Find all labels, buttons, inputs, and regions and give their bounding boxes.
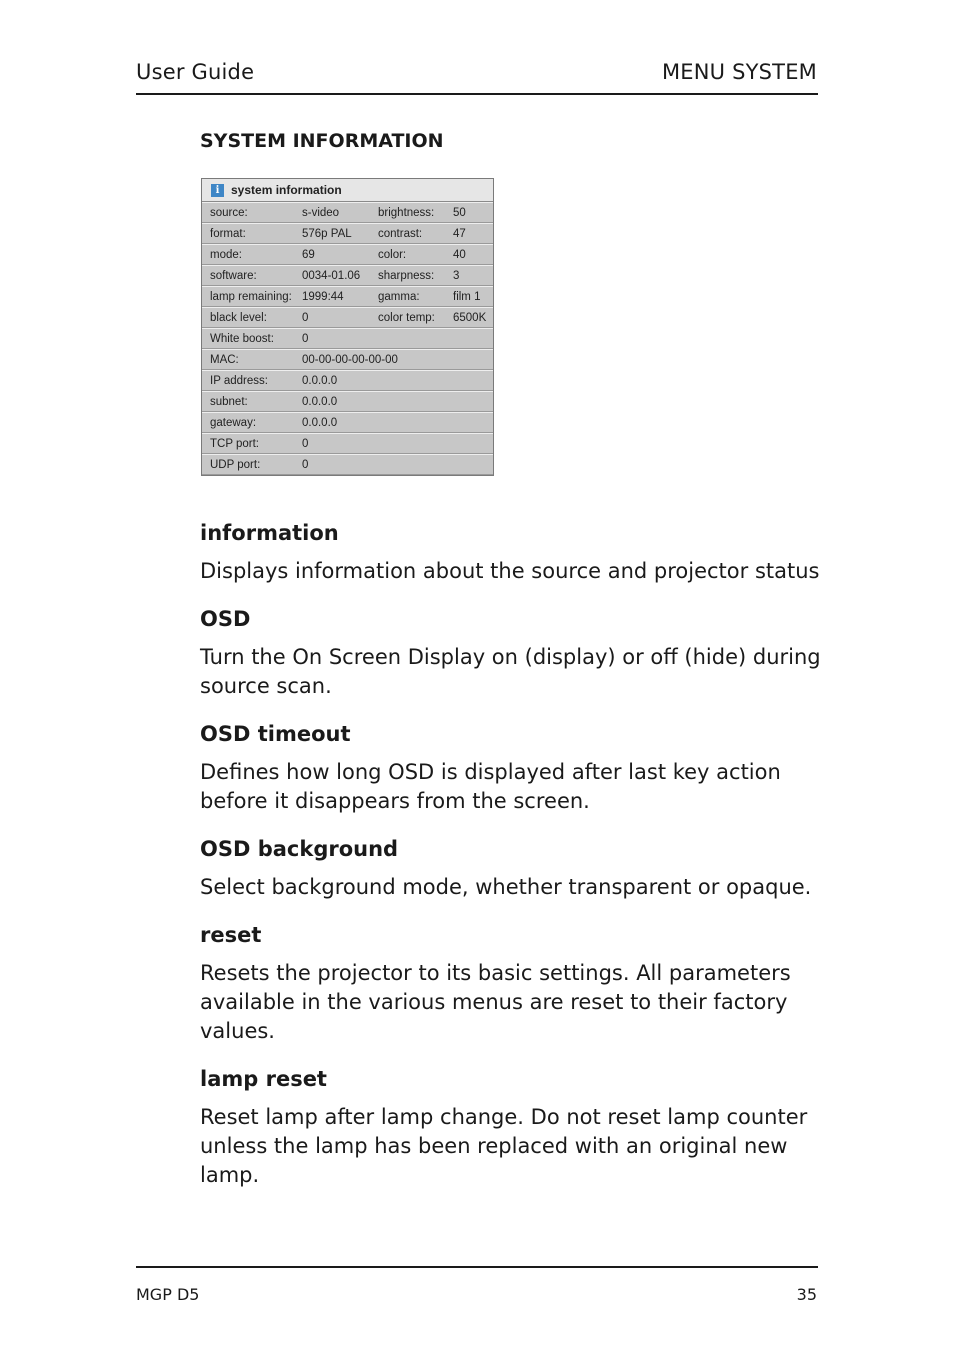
section-heading: reset	[200, 923, 262, 947]
info-value: 0.0.0.0	[302, 417, 338, 429]
panel-title: system information	[231, 183, 342, 197]
info-value: s-video	[302, 207, 340, 219]
section-heading: OSD timeout	[200, 722, 351, 746]
info-label: color:	[378, 249, 407, 261]
section-heading: lamp reset	[200, 1067, 327, 1091]
info-value: 00-00-00-00-00-00	[302, 354, 398, 366]
info-label: TCP port:	[210, 438, 259, 450]
info-row	[202, 370, 493, 391]
section-text: Displays information about the source and projector status	[200, 559, 820, 583]
info-row	[202, 391, 493, 412]
info-value: 50	[453, 207, 466, 219]
info-icon: i	[211, 184, 224, 197]
panel-header	[202, 179, 493, 202]
content-sections	[200, 518, 830, 1208]
section-text: Turn the On Screen Display on (display) or off (hide) during source scan.	[200, 645, 821, 698]
info-row	[202, 286, 493, 307]
info-label: subnet:	[210, 396, 248, 408]
section-heading: OSD background	[200, 837, 399, 861]
info-value: 0	[302, 312, 309, 324]
info-value: 0034-01.06	[302, 270, 361, 282]
info-value: 3	[453, 270, 460, 282]
info-label: gateway:	[210, 417, 257, 429]
info-value: 576p PAL	[302, 228, 352, 240]
info-label: gamma:	[378, 291, 420, 303]
info-label: color temp:	[378, 312, 435, 324]
section-text: Defines how long OSD is displayed after last key action before it disappears from the screen.	[200, 760, 781, 813]
info-label: White boost:	[210, 333, 274, 345]
header-divider	[136, 93, 818, 95]
info-value: 0	[302, 438, 309, 450]
info-label: lamp remaining:	[210, 291, 292, 303]
info-label: UDP port:	[210, 459, 261, 471]
section-text: Resets the projector to its basic settings. All parameters available in the various menus are reset to their factory values.	[200, 961, 791, 1043]
info-row	[202, 244, 493, 265]
info-label: mode:	[210, 249, 242, 261]
info-label: source:	[210, 207, 248, 219]
section-text: Reset lamp after lamp change. Do not reset lamp counter unless the lamp has been replaced with an original new lamp.	[200, 1105, 808, 1187]
info-label: IP address:	[210, 375, 268, 387]
footer-product: MGP D5	[136, 1285, 200, 1304]
info-row	[202, 433, 493, 454]
info-label: brightness:	[378, 207, 435, 219]
info-row	[202, 328, 493, 349]
section-text: Select background mode, whether transparent or opaque.	[200, 875, 812, 899]
info-row	[202, 307, 493, 328]
info-label: sharpness:	[378, 270, 435, 282]
header-doc-title: User Guide	[136, 60, 255, 84]
info-value: 0.0.0.0	[302, 375, 338, 387]
page-number: 35	[796, 1285, 817, 1304]
panel-rows	[202, 202, 493, 475]
info-value: 47	[453, 228, 466, 240]
info-value: 0	[302, 459, 309, 471]
section-heading: information	[200, 521, 339, 545]
info-value: film 1	[453, 291, 481, 303]
info-row	[202, 223, 493, 244]
info-row	[202, 454, 493, 475]
section-heading: OSD	[200, 607, 251, 631]
header-section-title: MENU SYSTEM	[661, 60, 817, 84]
system-information-panel	[201, 178, 494, 476]
info-label: software:	[210, 270, 257, 282]
info-row	[202, 202, 493, 223]
info-label: format:	[210, 228, 246, 240]
info-value: 6500K	[453, 312, 487, 324]
info-row	[202, 349, 493, 370]
info-value: 0.0.0.0	[302, 396, 338, 408]
info-value: 1999:44	[302, 291, 344, 303]
footer-divider	[136, 1266, 818, 1268]
info-value: 40	[453, 249, 466, 261]
info-label: contrast:	[378, 228, 423, 240]
info-label: black level:	[210, 312, 267, 324]
info-row	[202, 265, 493, 286]
info-label: MAC:	[210, 354, 239, 366]
info-row	[202, 412, 493, 433]
info-value: 0	[302, 333, 309, 345]
info-value: 69	[302, 249, 315, 261]
section-title: SYSTEM INFORMATION	[200, 130, 444, 152]
